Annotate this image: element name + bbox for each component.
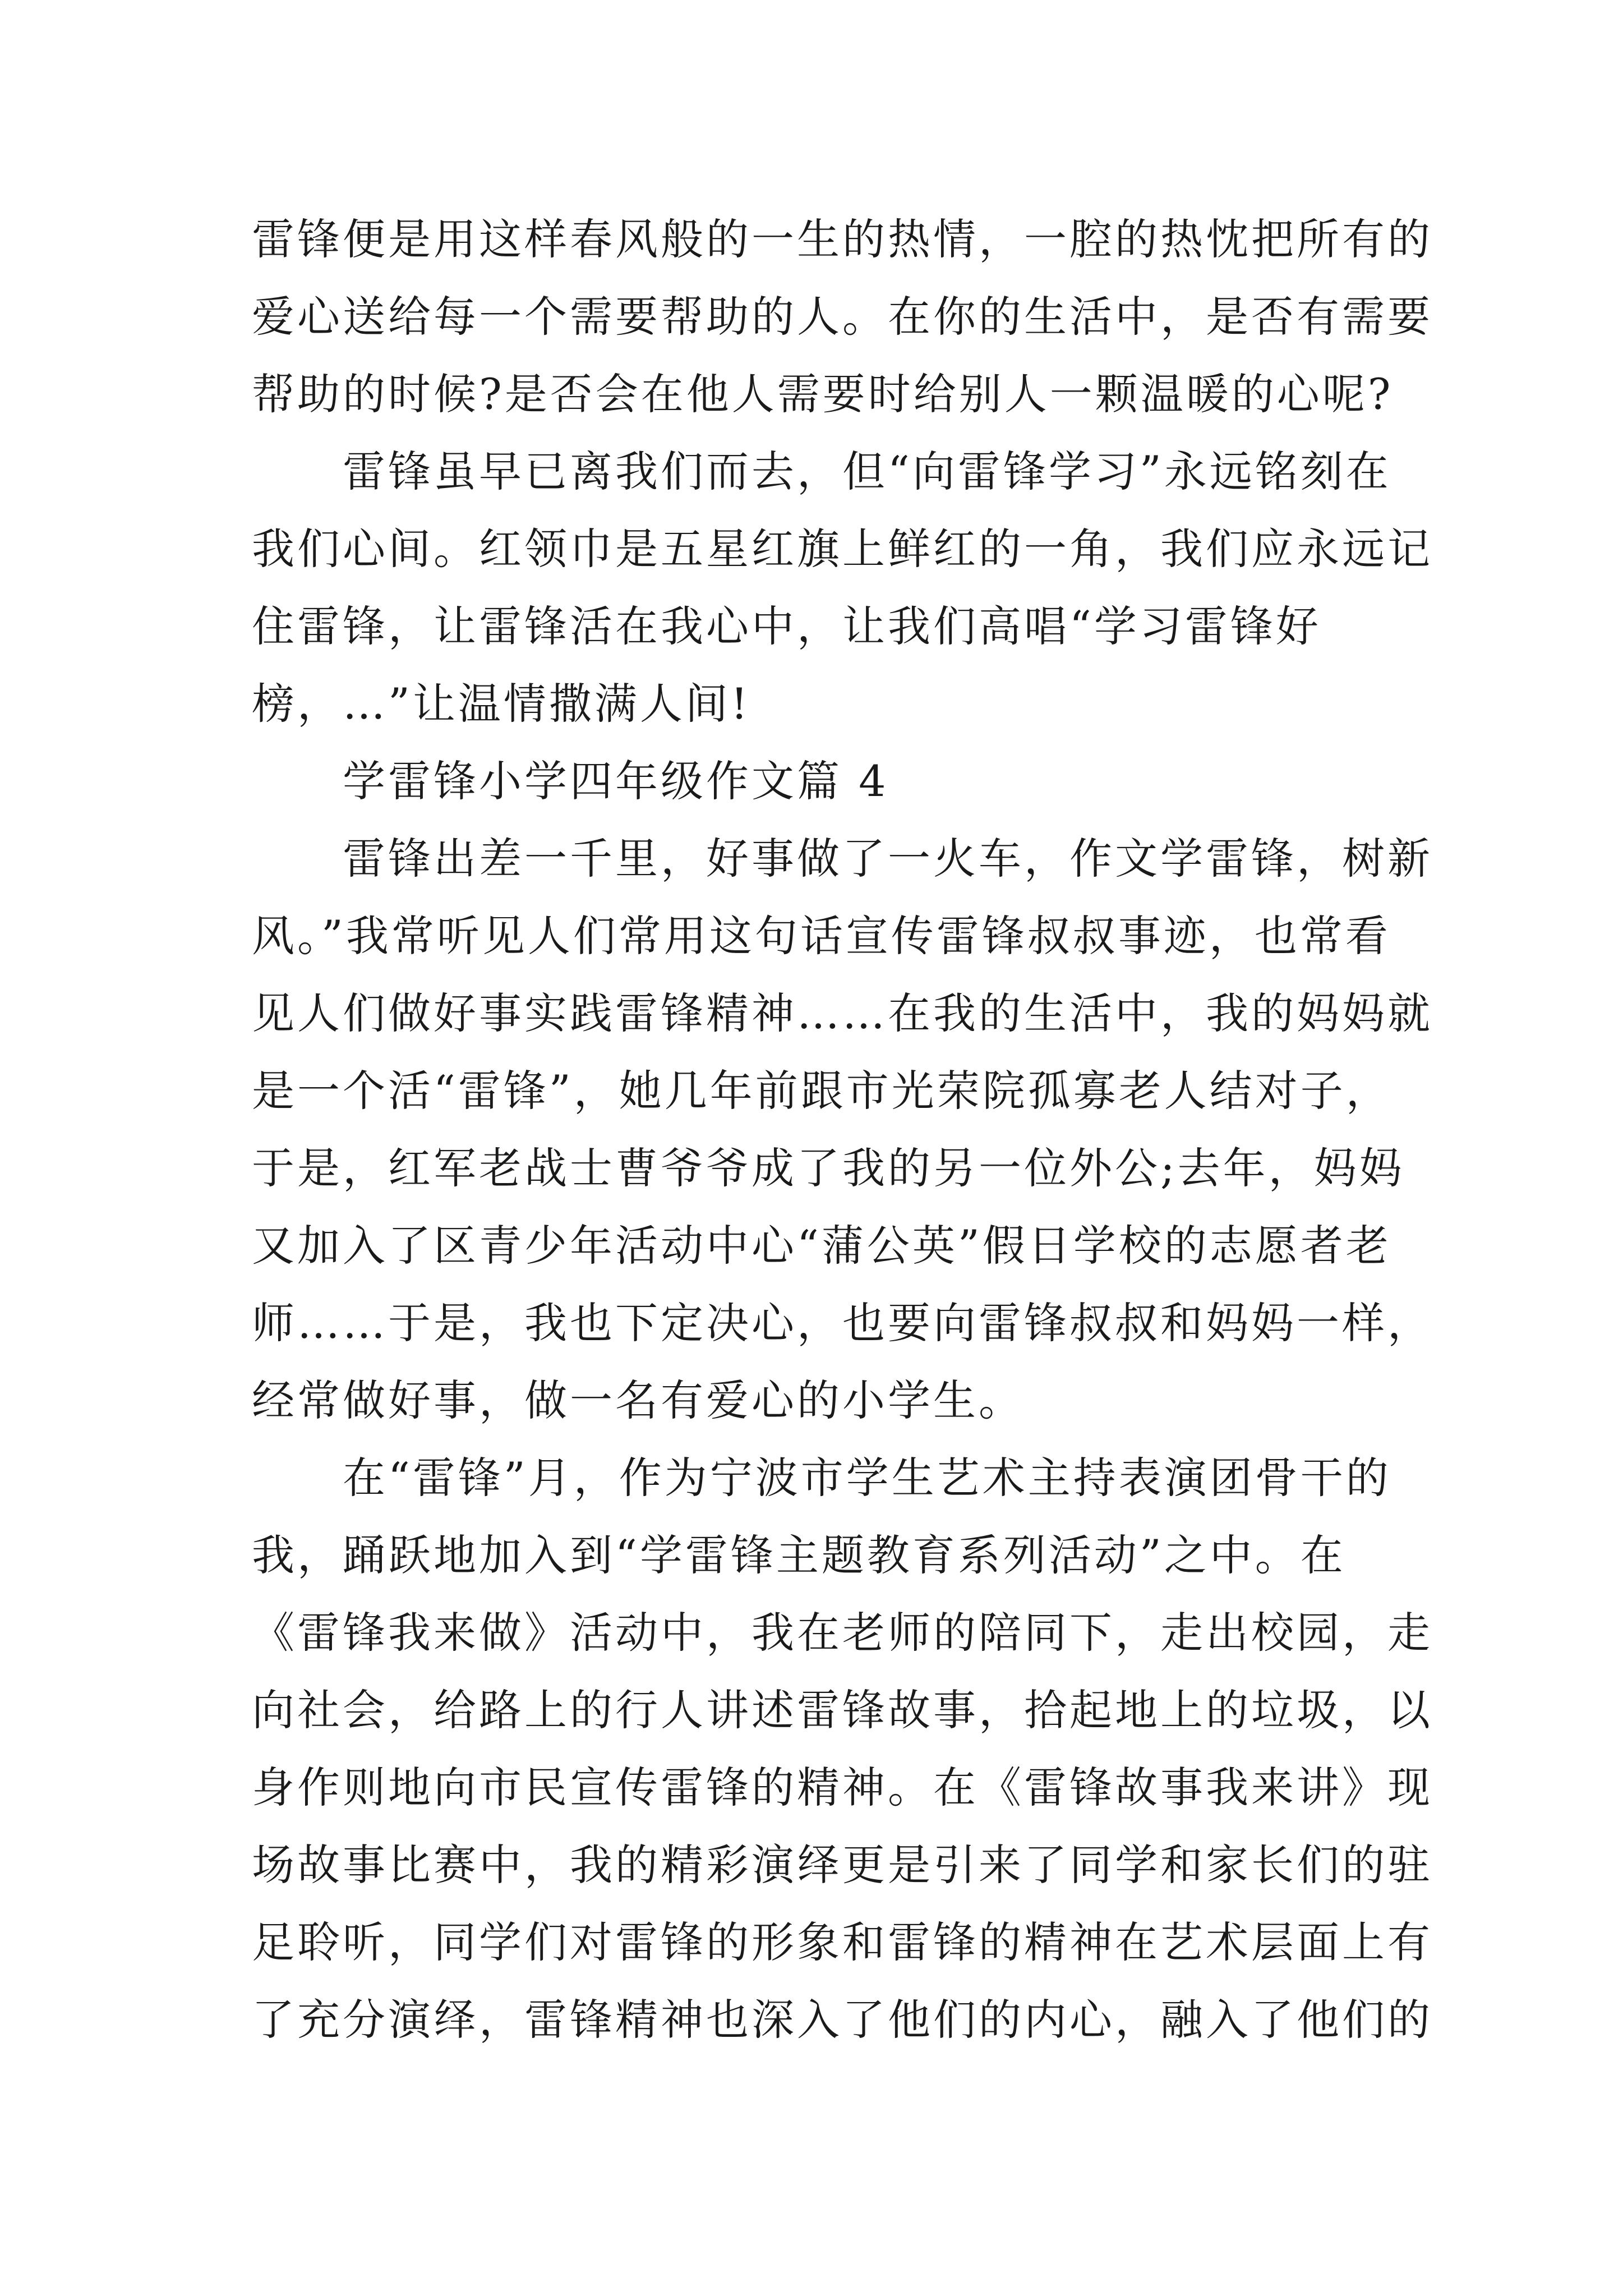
text-line: 师……于是，我也下定决心，也要向雷锋叔叔和妈妈一样， — [252, 1298, 1433, 1348]
text-line: 是一个活“雷锋”，她几年前跟市光荣院孤寡老人结对子， — [252, 1066, 1391, 1116]
essay-text — [252, 201, 1433, 2059]
text-line: 经常做好事，做一名有爱心的小学生。 — [252, 1375, 1024, 1425]
text-line: 榜，…”让温情撒满人间! — [252, 679, 751, 729]
text-line: 《雷锋我来做》活动中，我在老师的陪同下，走出校园，走 — [252, 1608, 1433, 1658]
text-line: 见人们做好事实践雷锋精神……在我的生活中，我的妈妈就 — [252, 988, 1433, 1038]
text-line: 雷锋出差一千里，好事做了一火车，作文学雷锋，树新 — [252, 834, 1433, 884]
text-line: 场故事比赛中，我的精彩演绎更是引来了同学和家长们的驻 — [252, 1840, 1433, 1890]
text-line: 我们心间。红领巾是五星红旗上鲜红的一角，我们应永远记 — [252, 524, 1433, 574]
text-line: 爱心送给每一个需要帮助的人。在你的生活中，是否有需要 — [252, 292, 1433, 342]
text-line: 身作则地向市民宣传雷锋的精神。在《雷锋故事我来讲》现 — [252, 1763, 1433, 1812]
text-line: 于是，红军老战士曹爷爷成了我的另一位外公;去年，妈妈 — [252, 1143, 1405, 1193]
text-line: 雷锋便是用这样春风般的一生的热情，一腔的热忱把所有的 — [252, 214, 1433, 264]
text-line: 住雷锋，让雷锋活在我心中，让我们高唱“学习雷锋好 — [252, 601, 1321, 651]
text-line: 在“雷锋”月，作为宁波市学生艺术主持表演团骨干的 — [252, 1453, 1391, 1503]
text-line: 我，踊跃地加入到“学雷锋主题教育系列活动”之中。在 — [252, 1530, 1346, 1580]
text-line: 风。”我常听见人们常用这句话宣传雷锋叔叔事迹，也常看 — [252, 911, 1391, 961]
text-line: 又加入了区青少年活动中心“蒲公英”假日学校的志愿者老 — [252, 1221, 1391, 1271]
text-line: 向社会，给路上的行人讲述雷锋故事，拾起地上的垃圾，以 — [252, 1685, 1433, 1735]
text-line: 帮助的时候?是否会在他人需要时给别人一颗温暖的心呢? — [252, 369, 1394, 419]
text-line: 足聆听，同学们对雷锋的形象和雷锋的精神在艺术层面上有 — [252, 1917, 1433, 1967]
text-line: 了充分演绎，雷锋精神也深入了他们的内心，融入了他们的 — [252, 1995, 1433, 2045]
text-line: 雷锋虽早已离我们而去，但“向雷锋学习”永远铭刻在 — [252, 447, 1391, 496]
section-heading: 学雷锋小学四年级作文篇 4 — [252, 756, 889, 806]
